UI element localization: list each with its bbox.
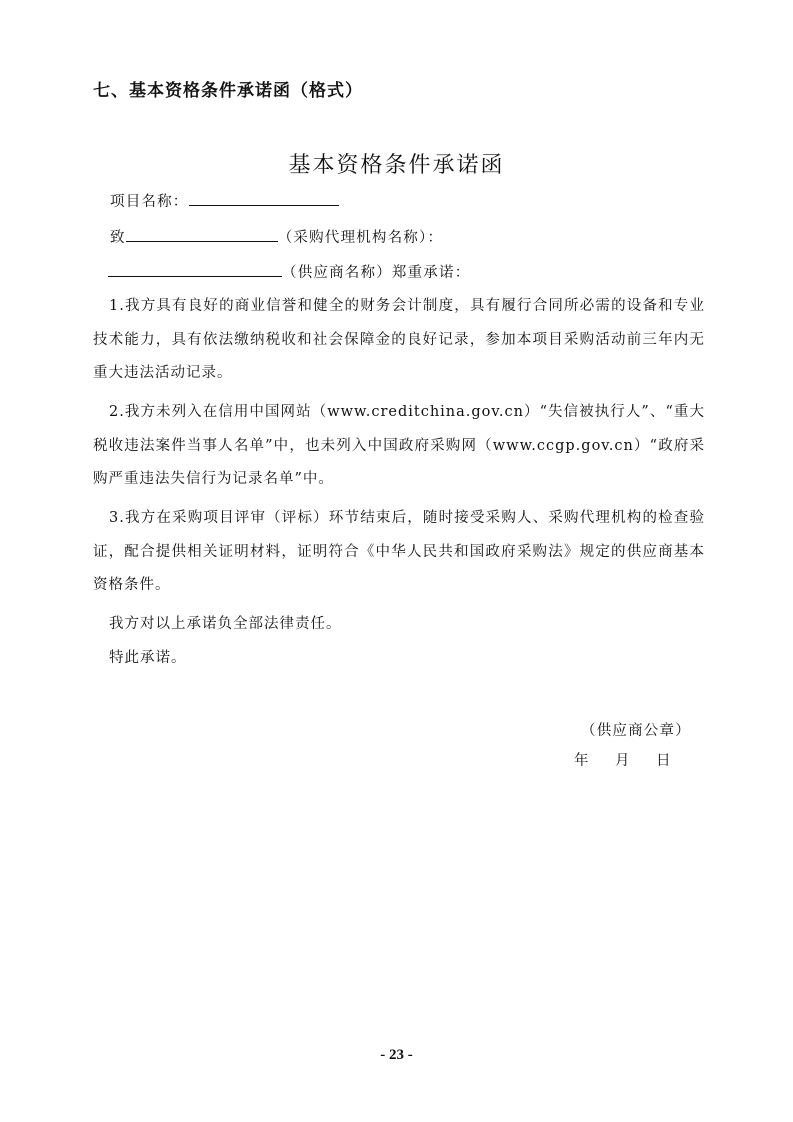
- supplier-seal-label: （供应商公章）: [581, 723, 691, 739]
- date-month-label: 月: [615, 753, 631, 769]
- commitment-paragraph-3: 3.我方在采购项目评审（评标）环节结束后，随时接受采购人、采购代理机构的检查验证，配合提供相关证明材料，证明符合《中华人民共和国政府采购法》规定的供应商基本资格条件。: [93, 510, 705, 593]
- addressee-suffix: （采购代理机构名称）：: [277, 230, 444, 246]
- date-year-label: 年: [574, 753, 590, 769]
- supplier-name-blank[interactable]: [108, 262, 282, 277]
- addressee-prefix: 致: [110, 230, 126, 246]
- page-number: - 23 -: [380, 1047, 413, 1063]
- commitment-paragraph-2: 2.我方未列入在信用中国网站（www.creditchina.gov.cn）“失信被执行人”、“重大税收违法案件当事人名单”中，也未列入中国政府采购网（www.ccgp.gov.cn）“政府采购严重违法失信行为记录名单”中。: [93, 404, 705, 487]
- supplier-suffix: （供应商名称）郑重承诺：: [282, 265, 471, 281]
- liability-statement: 我方对以上承诺负全部法律责任。: [109, 616, 342, 632]
- project-name-row: [110, 190, 339, 211]
- section-heading: 七、基本资格条件承诺函（格式）: [93, 81, 363, 101]
- agency-name-blank[interactable]: [126, 227, 278, 242]
- document-title: 基本资格条件承诺函: [288, 153, 505, 178]
- closing-statement: 特此承诺。: [109, 650, 187, 666]
- addressee-row: [110, 226, 443, 247]
- supplier-row: [108, 261, 470, 282]
- commitment-paragraph-1: 1.我方具有良好的商业信誉和健全的财务会计制度，具有履行合同所必需的设备和专业技术能力，具有依法缴纳税收和社会保障金的良好记录，参加本项目采购活动前三年内无重大违法活动记录。: [93, 298, 705, 381]
- project-name-label: 项目名称：: [110, 194, 189, 210]
- project-name-blank[interactable]: [189, 191, 339, 206]
- date-day-label: 日: [656, 753, 672, 769]
